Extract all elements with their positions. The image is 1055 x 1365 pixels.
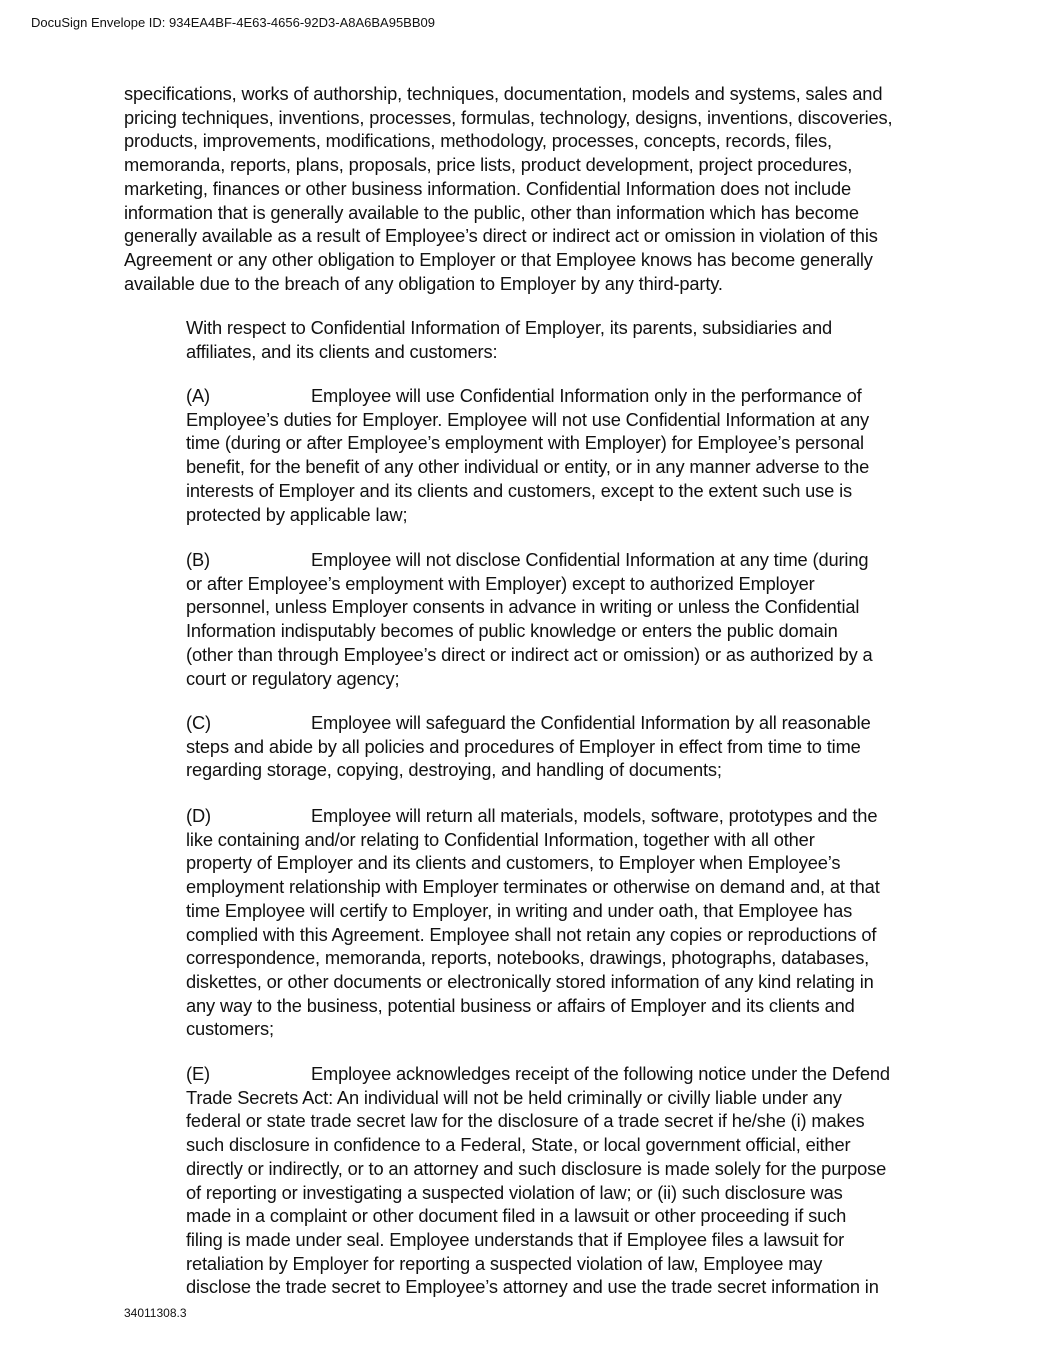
intro-line: available due to the breach of any obligation to Employer by any third-party. [124,272,723,294]
clause-line: protected by applicable law; [186,503,408,525]
clause-line: (other than through Employee’s direct or indirect act or omission) or as authorized by a [186,643,873,665]
clause-line: such disclosure in confidence to a Federal, State, or local government official, either [186,1134,851,1156]
clause-line: disclose the trade secret to Employee’s attorney and use the trade secret information in [186,1276,879,1298]
envelope-id: DocuSign Envelope ID: 934EA4BF-4E63-4656-92D3-A8A6BA95BB09 [31,15,435,30]
clause-line: correspondence, memoranda, reports, notebooks, drawings, photographs, databases, [186,947,870,969]
clause-d [186,804,926,1041]
clause-line: employment relationship with Employer terminates or otherwise on demand and, at that [186,876,880,898]
intro-line: generally available as a result of Employee’s direct or indirect act or omission in violation of this [124,225,878,247]
clause-line: directly or indirectly, or to an attorney and such disclosure is made solely for the purpose [186,1157,887,1179]
clause-c [186,711,926,782]
intro-line: information that is generally available to the public, other than information which has become [124,201,859,223]
clause-line: any way to the business, potential business or affairs of Employer and its clients and [186,994,855,1016]
clause-line: Trade Secrets Act: An individual will not be held criminally or civilly liable under any [186,1086,842,1108]
clause-label: (D) [186,805,211,826]
respect-paragraph [186,316,926,363]
intro-line: pricing techniques, inventions, processes, formulas, technology, designs, inventions, discoveries, [124,106,893,128]
clause-line: Employee’s duties for Employer. Employee will not use Confidential Information at any [186,408,869,430]
clause-line: benefit, for the benefit of any other individual or entity, or in any manner adverse to the [186,456,870,478]
intro-line: marketing, finances or other business information. Confidential Information does not include [124,177,852,199]
clause-line: Employee will safeguard the Confidential Information by all reasonable [311,712,871,733]
clause-e [186,1062,926,1299]
clause-line: retaliation by Employer for reporting a suspected violation of law, Employee may [186,1252,823,1274]
clause-line: or after Employee’s employment with Employer) except to authorized Employer [186,572,815,594]
clause-line: Employee will use Confidential Information only in the performance of [311,385,862,406]
clause-line: Information indisputably becomes of public knowledge or enters the public domain [186,620,838,642]
document-number: 34011308.3 [124,1306,187,1320]
clause-line: time Employee will certify to Employer, in writing and under oath, that Employee has [186,899,853,921]
clause-line: filing is made under seal. Employee understands that if Employee files a lawsuit for [186,1228,845,1250]
clause-line: Employee will not disclose Confidential Information at any time (during [311,549,869,570]
clause-line: Employee will return all materials, models, software, prototypes and the [311,805,878,826]
clause-line: of reporting or investigating a suspected violation of law; or (ii) such disclosure was [186,1181,843,1203]
clause-line: federal or state trade secret law for the disclosure of a trade secret if he/she (i) makes [186,1110,865,1132]
clause-line: personnel, unless Employer consents in advance in writing or unless the Confidential [186,596,860,618]
clause-b [186,548,926,690]
intro-line: memoranda, reports, plans, proposals, price lists, product development, project procedures, [124,154,853,176]
intro-line: products, improvements, modifications, methodology, processes, concepts, records, files, [124,130,832,152]
clause-line: steps and abide by all policies and procedures of Employer in effect from time to time [186,735,861,757]
clause-line: property of Employer and its clients and customers, to Employer when Employee’s [186,852,841,874]
clause-label: (B) [186,549,210,570]
clause-line: like containing and/or relating to Confidential Information, together with all other [186,828,815,850]
clause-line: court or regulatory agency; [186,667,400,689]
clause-label: (C) [186,712,211,733]
clause-line: regarding storage, copying, destroying, and handling of documents; [186,759,722,781]
clause-line: customers; [186,1018,274,1040]
clause-line: interests of Employer and its clients and customers, except to the extent such use is [186,479,853,501]
intro-paragraph [124,82,930,295]
clause-line: complied with this Agreement. Employee shall not retain any copies or reproductions of [186,923,877,945]
respect-line: affiliates, and its clients and customers: [186,340,498,362]
intro-line: specifications, works of authorship, techniques, documentation, models and systems, sales and [124,83,883,104]
clause-line: diskettes, or other documents or electronically stored information of any kind relating in [186,970,874,992]
clause-label: (A) [186,385,210,406]
clause-line: Employee acknowledges receipt of the following notice under the Defend [311,1063,890,1084]
respect-line: With respect to Confidential Information of Employer, its parents, subsidiaries and [186,317,832,338]
intro-line: Agreement or any other obligation to Employer or that Employee knows has become generally [124,248,873,270]
clause-line: made in a complaint or other document filed in a lawsuit or other proceeding if such [186,1205,847,1227]
clause-a [186,384,926,526]
clause-line: time (during or after Employee’s employment with Employer) for Employee’s personal [186,432,864,454]
clause-label: (E) [186,1063,210,1084]
